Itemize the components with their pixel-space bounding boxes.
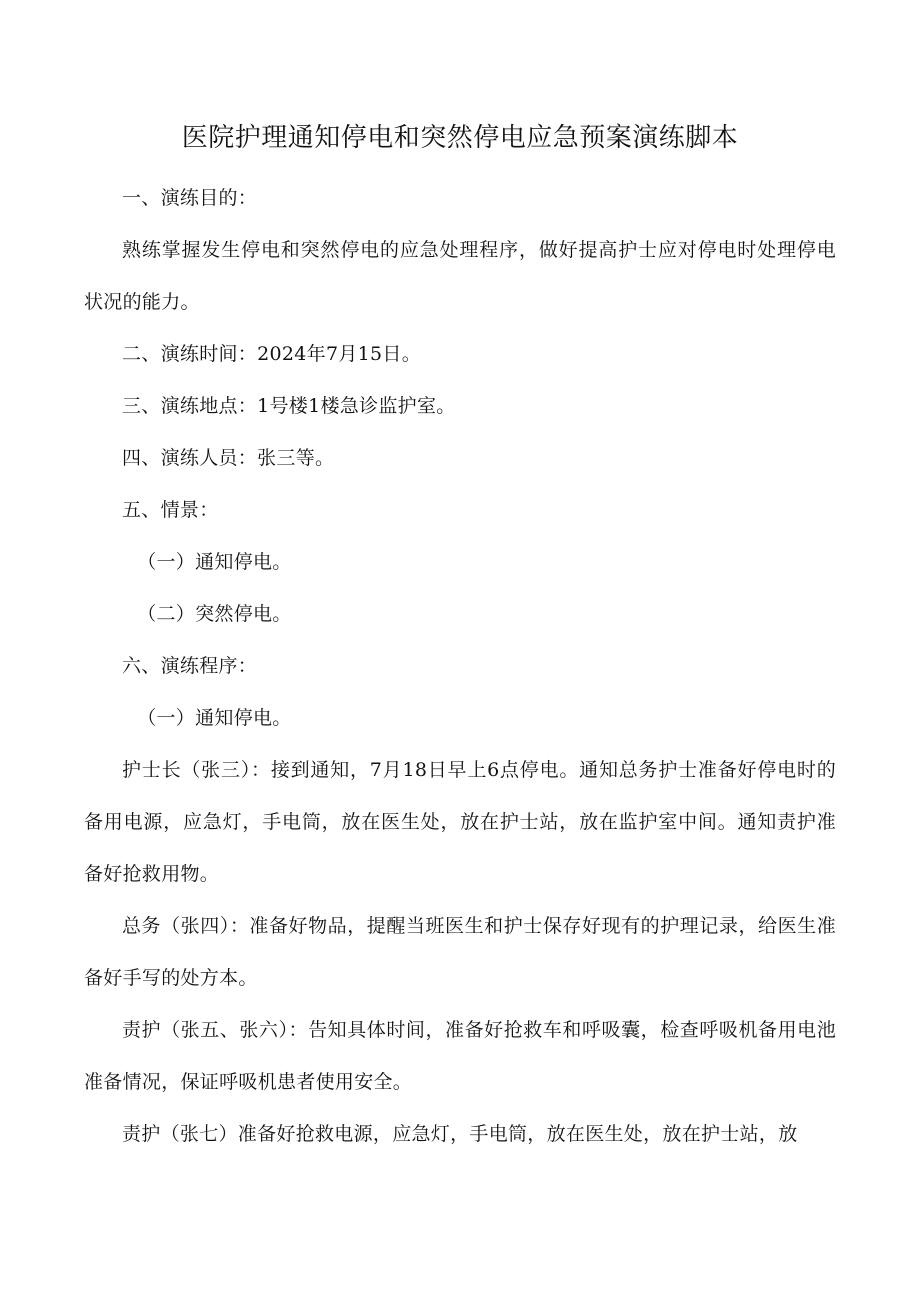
responsible-nurse-text-2: 责护（张七）准备好抢救电源，应急灯，手电筒，放在医生处，放在护士站，放	[122, 1123, 798, 1145]
general-affairs-text: 总务（张四）：准备好物品，提醒当班医生和护士保存好现有的护理记录，给医生准备好手写的处方本。	[84, 915, 836, 989]
section-heading-time: 二、演练时间：2024年7月15日。	[122, 343, 422, 365]
section-heading-procedure: 六、演练程序：	[122, 655, 258, 677]
section-heading-scenario: 五、情景：	[122, 499, 219, 521]
document-title: 医院护理通知停电和突然停电应急预案演练脚本	[181, 123, 739, 153]
section-heading-personnel: 四、演练人员：张三等。	[122, 447, 335, 469]
responsible-nurse-text-1: 责护（张五、张六）：告知具体时间，准备好抢救车和呼吸囊，检查呼吸机备用电池准备情况，保证呼吸机患者使用安全。	[84, 1019, 836, 1093]
procedure-item-notified: （一）通知停电。	[137, 707, 292, 729]
scenario-item-sudden: （二）突然停电。	[137, 603, 292, 625]
section-heading-location: 三、演练地点：1号楼1楼急诊监护室。	[122, 395, 456, 417]
scenario-item-notified: （一）通知停电。	[137, 551, 292, 573]
section-heading-purpose: 一、演练目的：	[122, 187, 258, 209]
purpose-text: 熟练掌握发生停电和突然停电的应急处理程序，做好提高护士应对停电时处理停电状况的能力。	[84, 239, 836, 313]
head-nurse-text: 护士长（张三）：接到通知，7月18日早上6点停电。通知总务护士准备好停电时的备用电源，应急灯，手电筒，放在医生处，放在护士站，放在监护室中间。通知责护准备好抢救用物。	[84, 759, 836, 885]
